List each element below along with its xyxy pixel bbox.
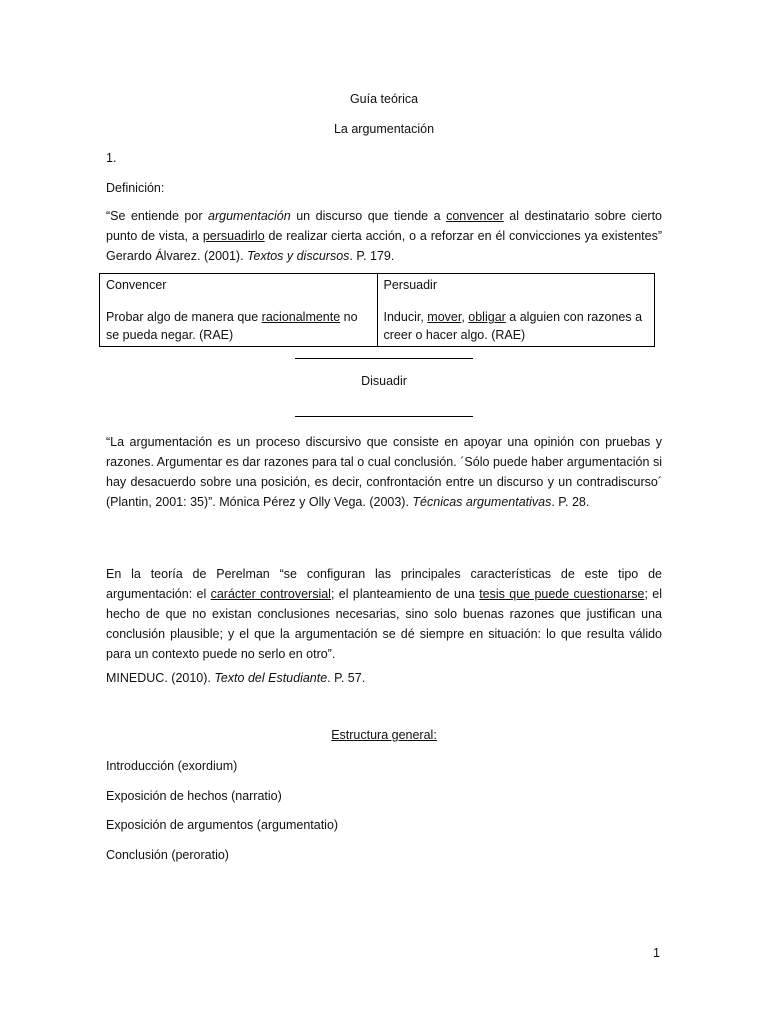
argumentation-quote: “La argumentación es un proceso discursivo que consiste en apoyar una opinión con pruebas y razones. Argumentar es dar razones para tal o cual conclusión. ´Sólo puede haber argumentación si hay desacuerdo sobre una posición, es decir, confrontación entre un discurso y un contradiscurso´ (Plantin, 2001: 35)”. Mónica Pérez y Olly Vega. (2003). Técnicas argumentativas. P. 28. xyxy=(106,435,662,509)
table-header-convencer: Convencer xyxy=(106,278,167,292)
table-cell-convencer xyxy=(100,274,378,347)
table-header-persuadir: Persuadir xyxy=(383,278,437,292)
table-cell-persuadir xyxy=(377,274,655,347)
document-title: Guía teórica xyxy=(349,92,419,106)
persuadir-definition: Inducir, mover, obligar a alguien con razones a creer o hacer algo. (RAE) xyxy=(383,310,643,342)
page-number: 1 xyxy=(653,946,660,960)
disuadir-label: Disuadir xyxy=(361,374,407,388)
comparison-table xyxy=(99,273,655,347)
structure-item: Introducción (exordium) xyxy=(106,759,238,773)
convencer-definition: Probar algo de manera que racionalmente no se pueda negar. (RAE) xyxy=(106,310,358,342)
structure-item: Exposición de hechos (narratio) xyxy=(106,789,282,803)
divider-line xyxy=(295,358,473,359)
definition-quote: “Se entiende por argumentación un discurso que tiende a convencer al destinatario sobre cierto punto de vista, a persuadirlo de realizar cierta acción, o a reforzar en él convicciones ya existentes” Gerardo Álvarez. (2001). Textos y discursos. P. 179. xyxy=(106,209,663,263)
perelman-paragraph: En la teoría de Perelman “se configuran las principales características de este tipo de argumentación: el carácter controversial; el planteamiento de una tesis que puede cuestionarse; el hecho de que no existan conclusiones necesarias, sino solo buenas razones que justifican una conclusión plausible; y el que la argumentación se dé siempre en situación: lo que resulta válido para un contexto puede no serlo en otro”. xyxy=(106,567,662,661)
definition-label: Definición: xyxy=(106,181,165,195)
structure-item: Exposición de argumentos (argumentatio) xyxy=(106,818,339,832)
divider-line xyxy=(295,416,473,417)
section-number: 1. xyxy=(106,151,117,165)
structure-heading: Estructura general: xyxy=(331,728,437,742)
structure-item: Conclusión (peroratio) xyxy=(106,848,229,862)
mineduc-citation: MINEDUC. (2010). Texto del Estudiante. P. 57. xyxy=(106,671,366,685)
document-subtitle: La argumentación xyxy=(333,122,435,136)
